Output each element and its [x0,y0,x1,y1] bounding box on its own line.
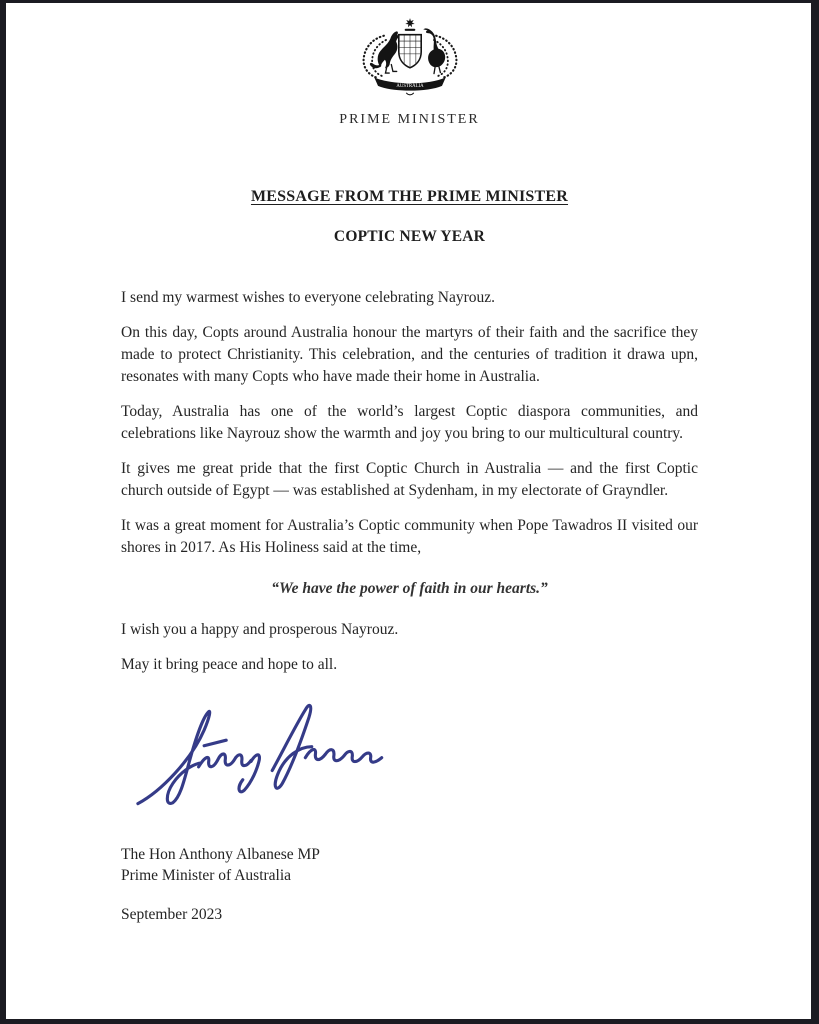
body-paragraph: It gives me great pride that the first Coptic Church in Australia — and the first Coptic church outside of Egypt — was established at Sydenham, in my electorate of Grayndler. [121,460,698,499]
letterhead [121,14,698,128]
office-label: PRIME MINISTER [339,112,480,127]
australian-coat-of-arms-icon [354,14,466,98]
letter-title: MESSAGE FROM THE PRIME MINISTER [250,188,569,205]
signoff [121,844,698,925]
ribbon-icon [374,77,445,94]
anthony-albanese-signature-icon [125,692,401,816]
signoff-title: Prime Minister of Australia [121,867,292,884]
body-paragraph: I send my warmest wishes to everyone celebrating Nayrouz. [121,289,496,306]
commonwealth-star-icon [405,18,414,27]
pull-quote: “We have the power of faith in our hearts.” [271,580,548,597]
signature-block [125,692,698,820]
kangaroo-icon [369,31,400,73]
shield-icon [398,35,420,68]
letter-page [6,3,811,1019]
body-paragraph: Today, Australia has one of the world’s largest Coptic diaspora communities, and celebrations like Nayrouz show the warmth and joy you bring to our multicultural country. [121,403,698,442]
body-paragraph: On this day, Copts around Australia honour the martyrs of their faith and the sacrifice they made to protect Christianity. This celebration, and the centuries of tradition it drawa upn, resonates with many Copts who have made their home in Australia. [121,324,698,385]
body-paragraph: It was a great moment for Australia’s Coptic community when Pope Tawadros II visited our shores in 2017. As His Holiness said at the time, [121,517,698,556]
signoff-date: September 2023 [121,906,223,923]
body-paragraph: May it bring peace and hope to all. [121,656,338,673]
signoff-name: The Hon Anthony Albanese MP [121,846,320,863]
emu-icon [423,28,445,73]
ribbon-text: AUSTRALIA [395,83,424,89]
letter-subtitle: COPTIC NEW YEAR [333,228,486,245]
letter-body [121,287,698,676]
body-paragraph: I wish you a happy and prosperous Nayrouz. [121,621,399,638]
